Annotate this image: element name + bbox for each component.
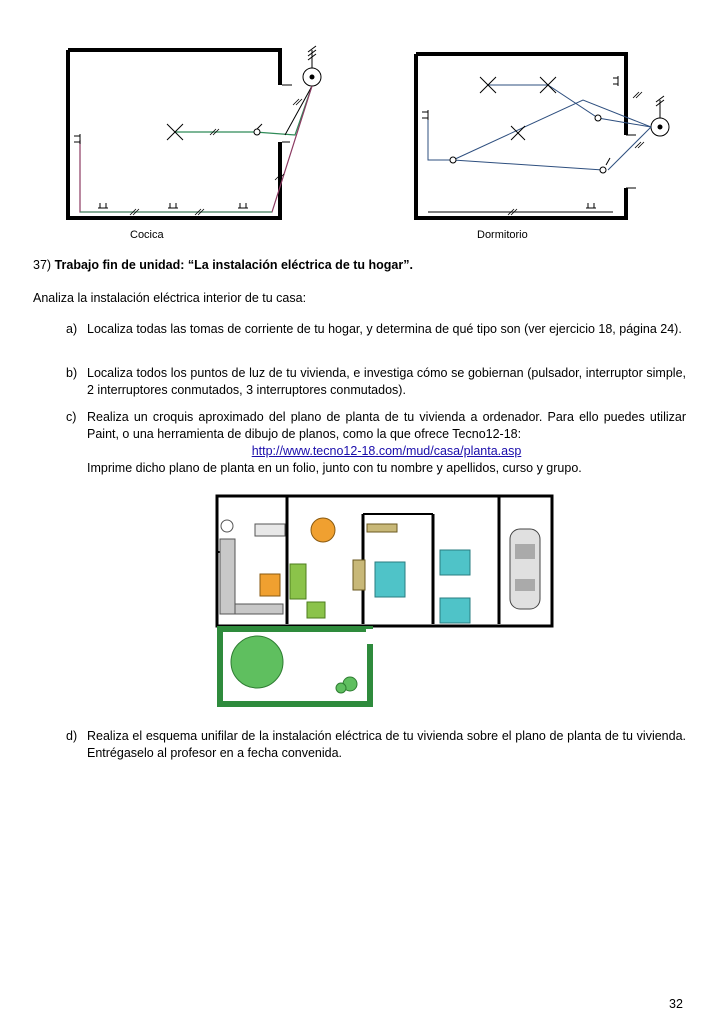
list-item-label: d) [66,729,78,743]
exercise-number: 37) [33,258,52,272]
list-item-label: c) [66,410,77,424]
list-item [66,365,686,399]
list-item-text: Realiza el esquema unifilar de la instalación eléctrica de tu vivienda sobre el plano de planta de tu vivienda. Entrégaselo al profesor en a fecha convenida. [87,729,686,760]
left-diagram-caption: Cocica [130,229,164,241]
bedroom-wiring-diagram [408,40,693,225]
list-item-text: Localiza todos los puntos de luz de tu vivienda, e investiga cómo se gobiernan (pulsador, interruptor simple, 2 interruptores conmutados, 3 interruptores conmutados). [87,366,686,397]
list-item [66,321,686,338]
exercise-heading [33,258,413,272]
list-item [66,728,686,762]
page-number: 32 [669,997,683,1011]
floor-plan-illustration [215,494,555,709]
list-item-label: a) [66,322,78,336]
right-diagram-caption: Dormitorio [477,229,528,241]
kitchen-wiring-diagram [60,40,350,225]
list-item-after-text: Imprime dicho plano de planta en un folio, junto con tu nombre y apellidos, curso y grupo. [87,461,582,475]
list-item-label: b) [66,366,78,380]
list-item [66,409,686,477]
exercise-intro: Analiza la instalación eléctrica interior de tu casa: [33,291,307,305]
list-item-text: Localiza todas las tomas de corriente de tu hogar, y determina de qué tipo son (ver ejercicio 18, página 24). [87,322,682,336]
exercise-title: Trabajo fin de unidad: “La instalación eléctrica de tu hogar”. [54,258,413,272]
list-item-text: Realiza un croquis aproximado del plano de planta de tu vivienda a ordenador. Para ello puedes utilizar Paint, o una herramienta de dibujo de planos, como la que ofrece Tecno12-18: [87,410,686,441]
planta-link[interactable]: http://www.tecno12-18.com/mud/casa/planta.asp [251,444,522,458]
